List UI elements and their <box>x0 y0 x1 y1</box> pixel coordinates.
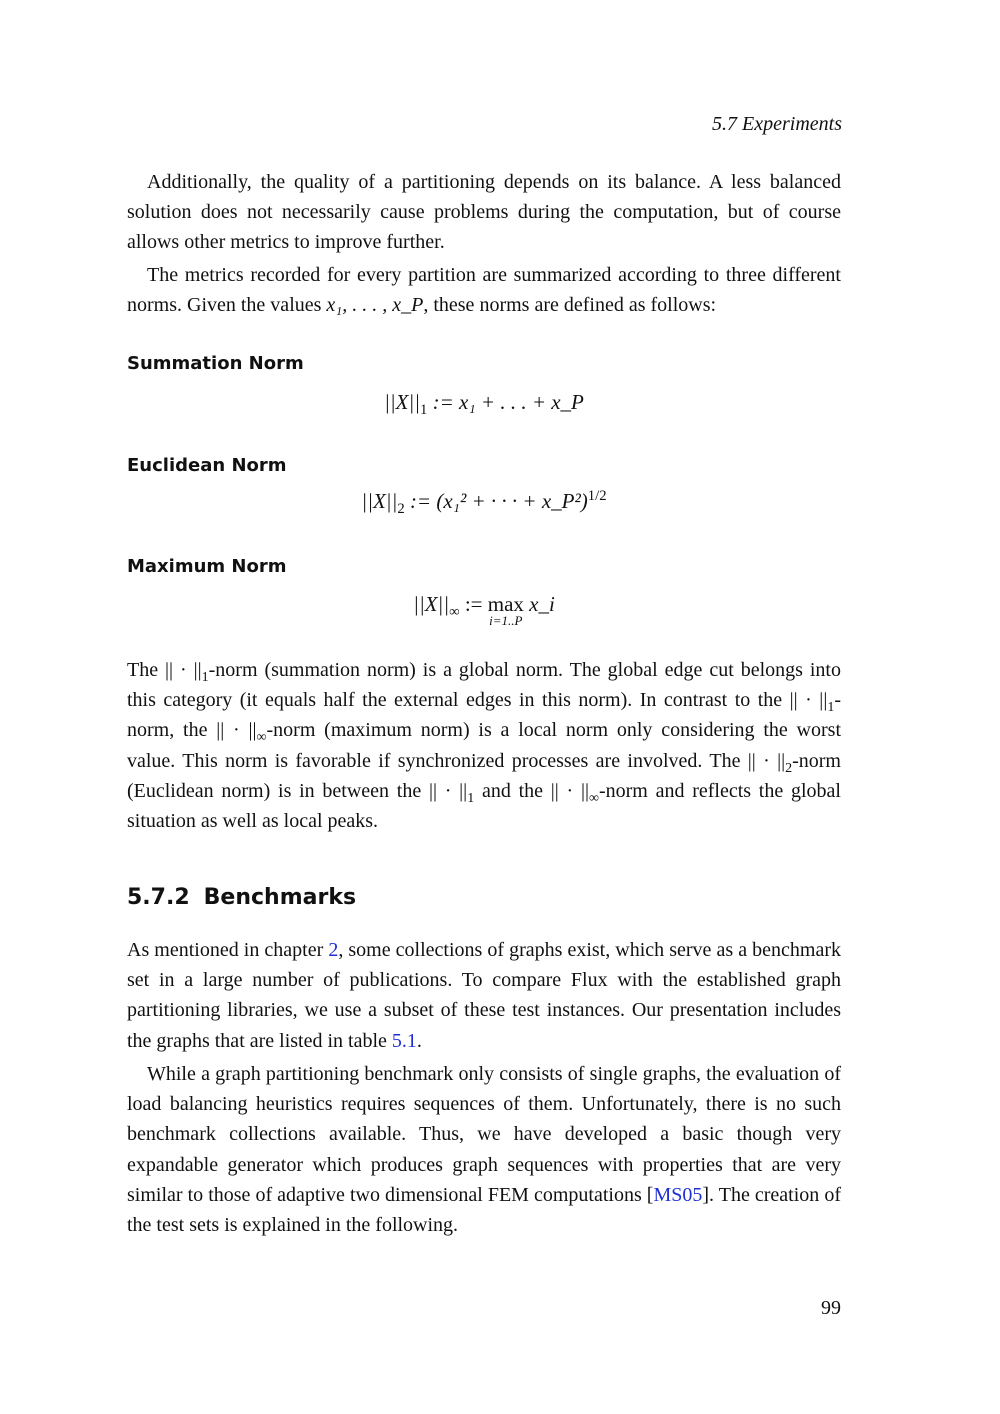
benchmarks-text: , some collections of graphs exist, which serve as a benchmark set in a large number of publications. To compare Flux with the established graph partitioning libraries, we use a subset of these test instances. Our presentation includes the graphs that are listed in table <box>127 939 841 1052</box>
generator-text: ]. The creation of the test sets is explained in the following. <box>127 1183 841 1237</box>
discussion-text: The <box>127 659 166 681</box>
maximum-norm-heading: Maximum Norm <box>127 556 287 577</box>
discussion-text: -norm and reflects the global situation as well as local peaks. <box>127 779 841 833</box>
section-title: Benchmarks <box>203 885 357 910</box>
discussion-text: -norm, the <box>127 689 841 742</box>
norm-symbol: || · || <box>747 749 786 772</box>
euclidean-norm-formula <box>127 488 841 518</box>
formula-lhs: ||X|| <box>384 390 421 414</box>
discussion-text: -norm (Euclidean norm) is in between the <box>127 749 841 802</box>
formula-rhs: := x₁ + . . . + x_P <box>427 390 584 414</box>
discussion-text: and the <box>474 779 551 802</box>
benchmarks-text: . <box>416 1029 422 1052</box>
paragraph-balance-text: Additionally, the quality of a partitioning depends on its balance. A less balanced solution does not necessarily cause problems during the computation, but of course allows other metrics to improve further. <box>127 171 841 254</box>
paragraph-norms-intro <box>127 260 841 320</box>
generator-text: While a graph partitioning benchmark only consists of single graphs, the evaluation of load balancing heuristics requires sequences of them. Unfortunately, there is no such benchmark collections available. Thus, we have developed a basic though very expandable generator which produces graph sequences with properties that are very similar to those of adaptive two dimensional FEM computations [ <box>127 1063 841 1206</box>
running-head: 5.7 Experiments <box>712 113 842 135</box>
norm-symbol: || · || <box>216 719 257 742</box>
paragraph-norm-discussion: The || · $||_1$-norm (summation norm) is a global norm. The global edge cut belongs into this category (it equals half the external edges in this norm). In contrast to the || · $||_1$-norm, the || · $||_\infty$-norm (maximum norm) is a local norm only considering the worst value. This norm is favorable if synchronized processes are involved. The || · $||_2$-norm (Euclidean norm) is in between the || · $||_1$ and the || · $||_\infty$-norm and reflects the global situation as well as local peaks. <box>127 659 841 833</box>
page-number: 99 <box>821 1297 841 1319</box>
formula-subscript: ∞ <box>449 604 460 621</box>
paragraph-generator <box>127 1059 841 1240</box>
citation-link[interactable]: MS05 <box>653 1183 703 1206</box>
norm-symbol: || · || <box>789 689 828 712</box>
max-operator <box>488 592 524 627</box>
summation-norm-formula <box>127 390 841 419</box>
values-expression: x₁, . . . , x_P <box>326 294 424 317</box>
formula-variable: x_i <box>529 592 555 616</box>
euclidean-norm-heading: Euclidean Norm <box>127 455 287 476</box>
paragraph-benchmarks <box>127 935 841 1056</box>
formula-subscript: 2 <box>397 501 405 518</box>
formula-rhs: := (x₁² + · · · + x_P²) <box>404 489 588 513</box>
norm-symbol: || · || <box>165 659 202 681</box>
maximum-norm-formula: $||X||_\infty$ := max i=1..P x_i <box>413 592 555 628</box>
formula-exponent: 1/2 <box>587 488 607 504</box>
paragraph-balance <box>127 167 841 258</box>
norms-intro-text-a: The metrics recorded for every partition are summarized according to three different norms. Given the values <box>127 264 841 317</box>
norm-symbol: || · || <box>550 779 589 802</box>
benchmarks-text: As mentioned in chapter <box>127 939 329 961</box>
chapter-reference-link[interactable]: 2 <box>328 939 339 961</box>
max-limit: i=1..P <box>489 613 523 628</box>
norms-intro-text-b: , these norms are defined as follows: <box>423 294 717 317</box>
section-heading <box>127 885 356 910</box>
table-reference-link[interactable]: 5.1 <box>391 1029 417 1052</box>
summation-norm-heading: Summation Norm <box>127 353 304 374</box>
discussion-text: -norm (maximum norm) is a local norm only considering the worst value. This norm is favorable if synchronized processes are involved. The <box>127 719 841 772</box>
formula-subscript: 1 <box>420 402 428 419</box>
formula-lhs: ||X|| <box>413 592 450 616</box>
max-label: max <box>487 592 524 616</box>
discussion-text: -norm (summation norm) is a global norm. The global edge cut belongs into this category (it equals half the external edges in this norm). In contrast to the <box>127 659 841 712</box>
section-number: 5.7.2 <box>127 885 190 910</box>
formula-lhs: ||X|| <box>361 489 398 513</box>
norm-symbol: || · || <box>429 779 468 802</box>
